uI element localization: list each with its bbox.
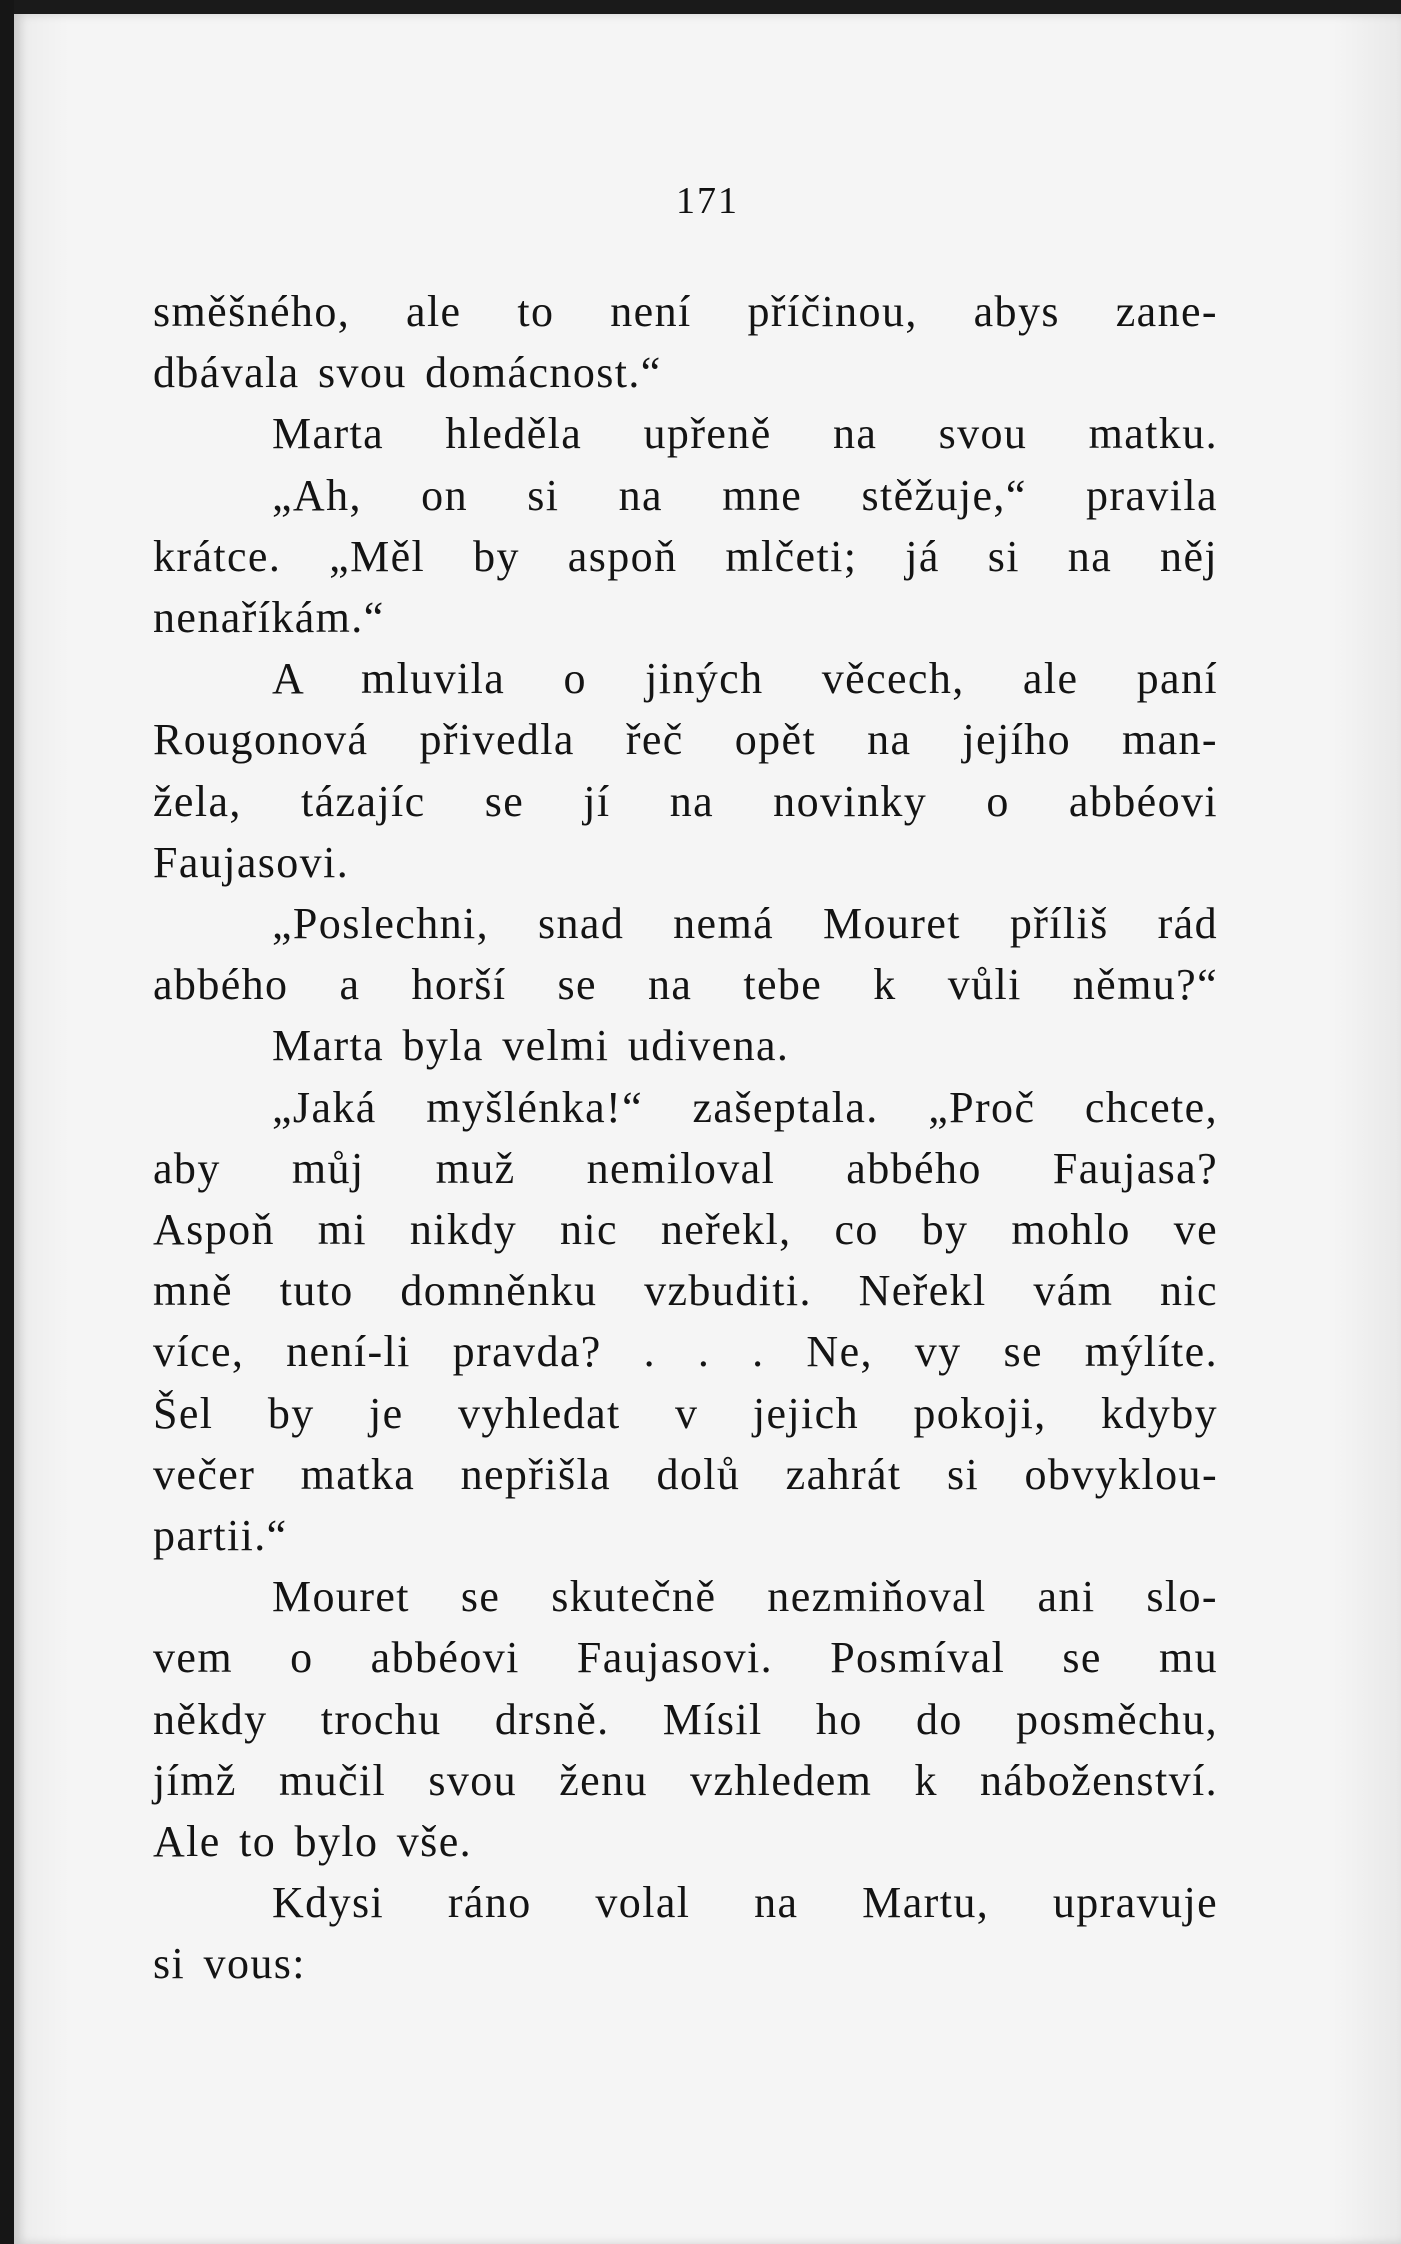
body-text (153, 281, 1218, 1995)
text-line: Faujasovi. (153, 837, 350, 887)
text-line: „Poslechni, snad nemá Mouret příliš rád (272, 899, 1218, 949)
text-line: Ale to bylo vše. (153, 1817, 473, 1867)
text-line: jímž mučil svou ženu vzhledem k náboženství. (153, 1755, 1218, 1805)
text-line: „Jaká myšlénka!“ zašeptala. „Proč chcete, (272, 1082, 1218, 1132)
book-page (14, 14, 1401, 2244)
text-line: partii.“ (153, 1511, 288, 1561)
text-line: mně tuto domněnku vzbuditi. Neřekl vám nic (153, 1266, 1218, 1316)
text-line: Mouret se skutečně nezmiňoval ani slo- (272, 1572, 1218, 1622)
text-line: dbávala svou domácnost.“ (153, 348, 662, 398)
text-line: žela, tázajíc se jí na novinky o abbéovi (153, 776, 1218, 826)
text-line: vem o abbéovi Faujasovi. Posmíval se mu (153, 1633, 1218, 1683)
text-line: večer matka nepřišla dolů zahrát si obvyklou- (153, 1449, 1218, 1499)
text-line: krátce. „Měl by aspoň mlčeti; já si na něj (153, 531, 1218, 581)
text-line: Kdysi ráno volal na Martu, upravuje (272, 1878, 1218, 1928)
scan-left-edge (0, 0, 14, 2244)
text-line: si vous: (153, 1939, 306, 1989)
text-line: Rougonová přivedla řeč opět na jejího man- (153, 715, 1218, 765)
text-line: nenaříkám.“ (153, 593, 385, 643)
text-line: směšného, ale to není příčinou, abys zane- (153, 287, 1218, 336)
text-line: „Ah, on si na mne stěžuje,“ pravila (272, 470, 1218, 520)
text-line: více, není-li pravda? . . . Ne, vy se mýlíte. (153, 1327, 1218, 1377)
text-line: Marta byla velmi udivena. (272, 1021, 790, 1071)
text-line: někdy trochu drsně. Mísil ho do posměchu, (153, 1694, 1218, 1744)
text-line: abbého a horší se na tebe k vůli němu?“ (153, 960, 1218, 1010)
text-line: A mluvila o jiných věcech, ale paní (272, 654, 1218, 704)
scan-top-edge (0, 0, 1401, 14)
text-line: aby můj muž nemiloval abbého Faujasa? (153, 1143, 1218, 1193)
page-number: 171 (676, 180, 739, 222)
text-line: Aspoň mi nikdy nic neřekl, co by mohlo ve (153, 1205, 1218, 1255)
text-line: Marta hleděla upřeně na svou matku. (272, 409, 1218, 459)
text-line: Šel by je vyhledat v jejich pokoji, kdyby (153, 1388, 1218, 1438)
